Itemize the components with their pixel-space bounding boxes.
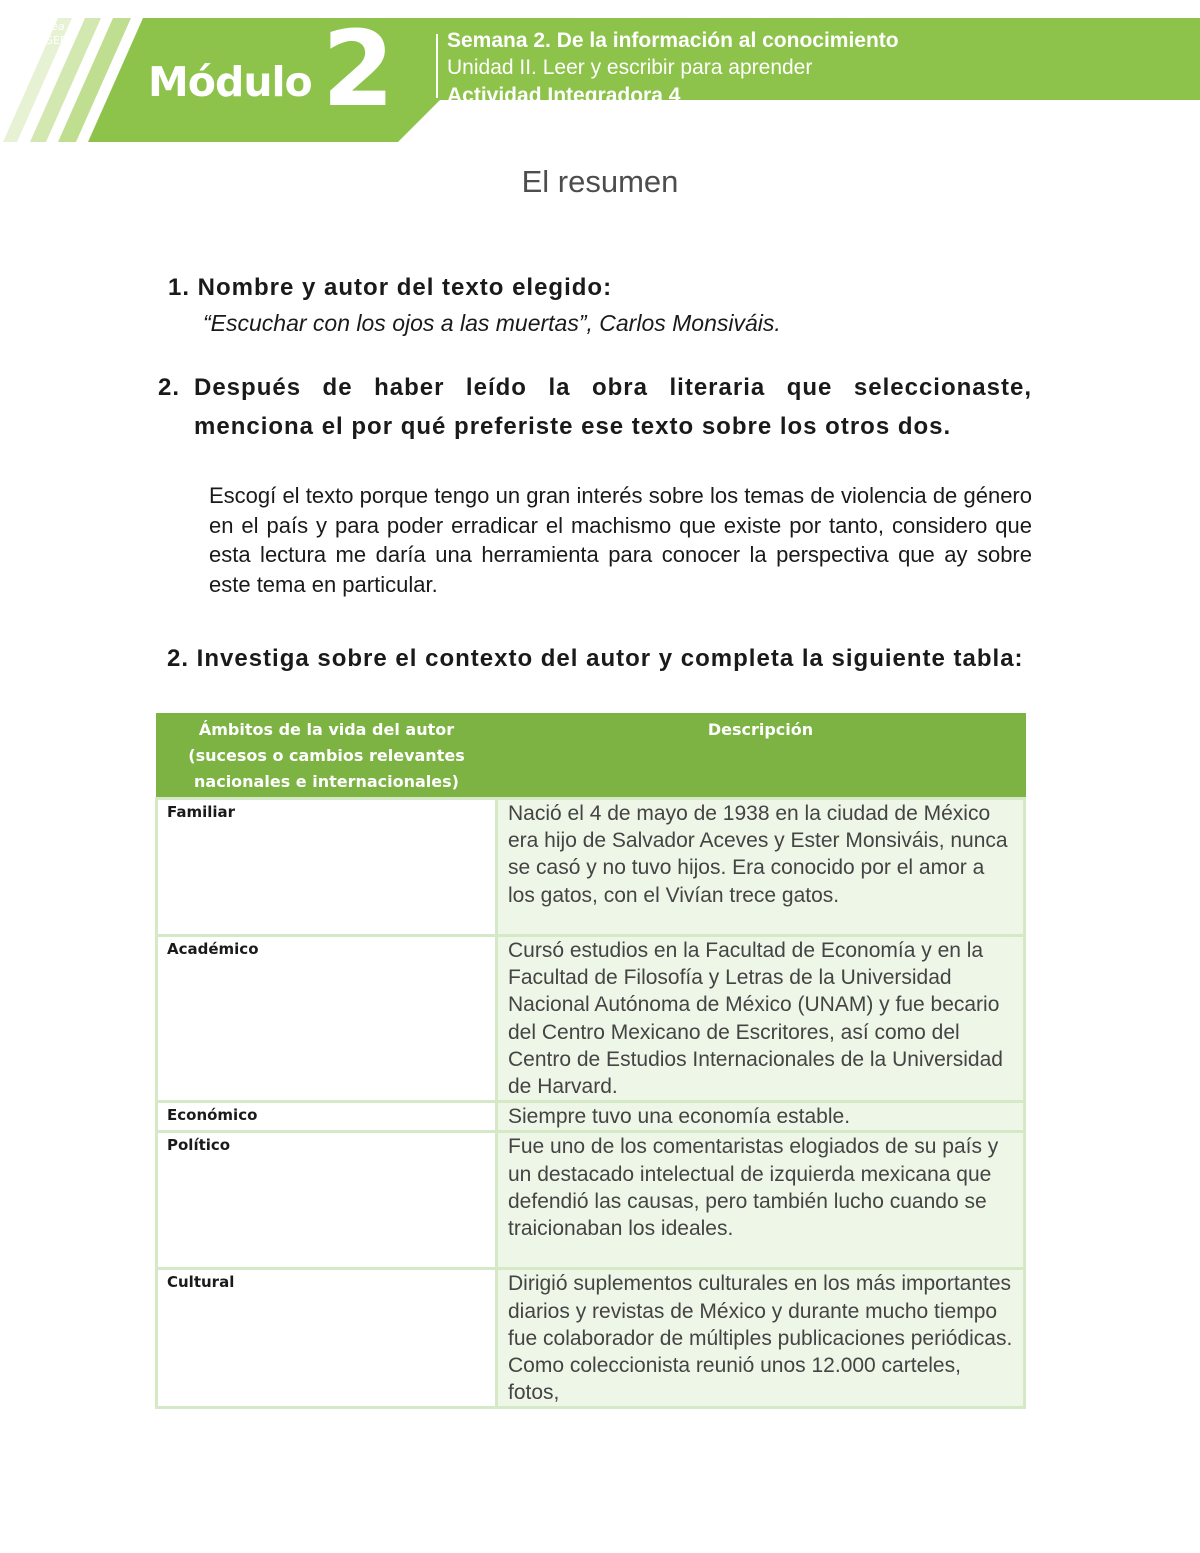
table-row [157, 1132, 1025, 1269]
table-row [157, 799, 1025, 936]
question-2-number: 2. [158, 374, 181, 401]
table-row [157, 1269, 1025, 1408]
prepa-en-linea-logo [0, 0, 83, 56]
row-ambito: Familiar [157, 799, 497, 936]
row-ambito: Académico [157, 936, 497, 1102]
row-ambito: Cultural [157, 1269, 497, 1408]
module-word: Módulo [148, 58, 312, 106]
row-ambito: Político [157, 1132, 497, 1269]
activity-title: Actividad Integradora 4 [447, 84, 681, 107]
svg-text:SEP: SEP [46, 34, 67, 47]
table-row [157, 1102, 1025, 1132]
module-banner [0, 0, 1200, 150]
question-3: 2. Investiga sobre el contexto del autor y completa la siguiente tabla: [167, 645, 1024, 672]
row-descripcion: Nació el 4 de mayo de 1938 en la ciudad de México era hijo de Salvador Aceves y Ester Monsiváis, nunca se casó y no tuvo hijos. Era conocido por el amor a los gatos, con el Vivían trece gatos. [497, 799, 1025, 936]
unit-title: Unidad II. Leer y escribir para aprender [447, 56, 813, 79]
row-descripcion: Fue uno de los comentaristas elogiados de su país y un destacado intelectual de izquierda mexicana que defendió las causas, pero también lucho cuando se traicionaban los ideales. [497, 1132, 1025, 1269]
row-descripcion: Siempre tuvo una economía estable. [497, 1102, 1025, 1132]
svg-text:Prepa en: Prepa en [34, 6, 83, 19]
header-descripcion: Descripción [497, 714, 1025, 799]
header-ambitos: Ámbitos de la vida del autor (sucesos o cambios relevantes nacionales e internacionales) [157, 714, 497, 799]
svg-text:línea: línea [38, 20, 65, 33]
answer-1: “Escuchar con los ojos a las muertas”, Carlos Monsiváis. [203, 310, 781, 336]
answer-2: Escogí el texto porque tengo un gran interés sobre los temas de violencia de género en el país y para poder erradicar el machismo que existe por tanto, considero que esta lectura me daría una herramienta para conocer la perspectiva que ay sobre este tema en particular. [209, 483, 1032, 597]
module-number: 2 [322, 8, 395, 130]
table-row [157, 936, 1025, 1102]
author-context-table [155, 713, 1026, 1409]
week-title: Semana 2. De la información al conocimiento [447, 29, 899, 52]
row-descripcion: Dirigió suplementos culturales en los más importantes diarios y revistas de México y durante mucho tiempo fue colaborador de múltiples publicaciones periódicas. Como coleccionista reunió unos 12.000 carteles, fotos, [497, 1269, 1025, 1408]
row-descripcion: Cursó estudios en la Facultad de Economía y en la Facultad de Filosofía y Letras de la Universidad Nacional Autónoma de México (UNAM) y fue becario del Centro Mexicano de Escritores, así como del Centro de Estudios Internacionales de la Universidad de Harvard. [497, 936, 1025, 1102]
row-ambito: Económico [157, 1102, 497, 1132]
question-2 [158, 368, 1032, 446]
page-title: El resumen [521, 164, 679, 199]
question-2-text: Después de haber leído la obra literaria que seleccionaste, menciona el por qué preferiste ese texto sobre los otros dos. [194, 374, 1032, 440]
question-1: 1. Nombre y autor del texto elegido: [168, 274, 613, 301]
table-header-row [157, 714, 1025, 799]
